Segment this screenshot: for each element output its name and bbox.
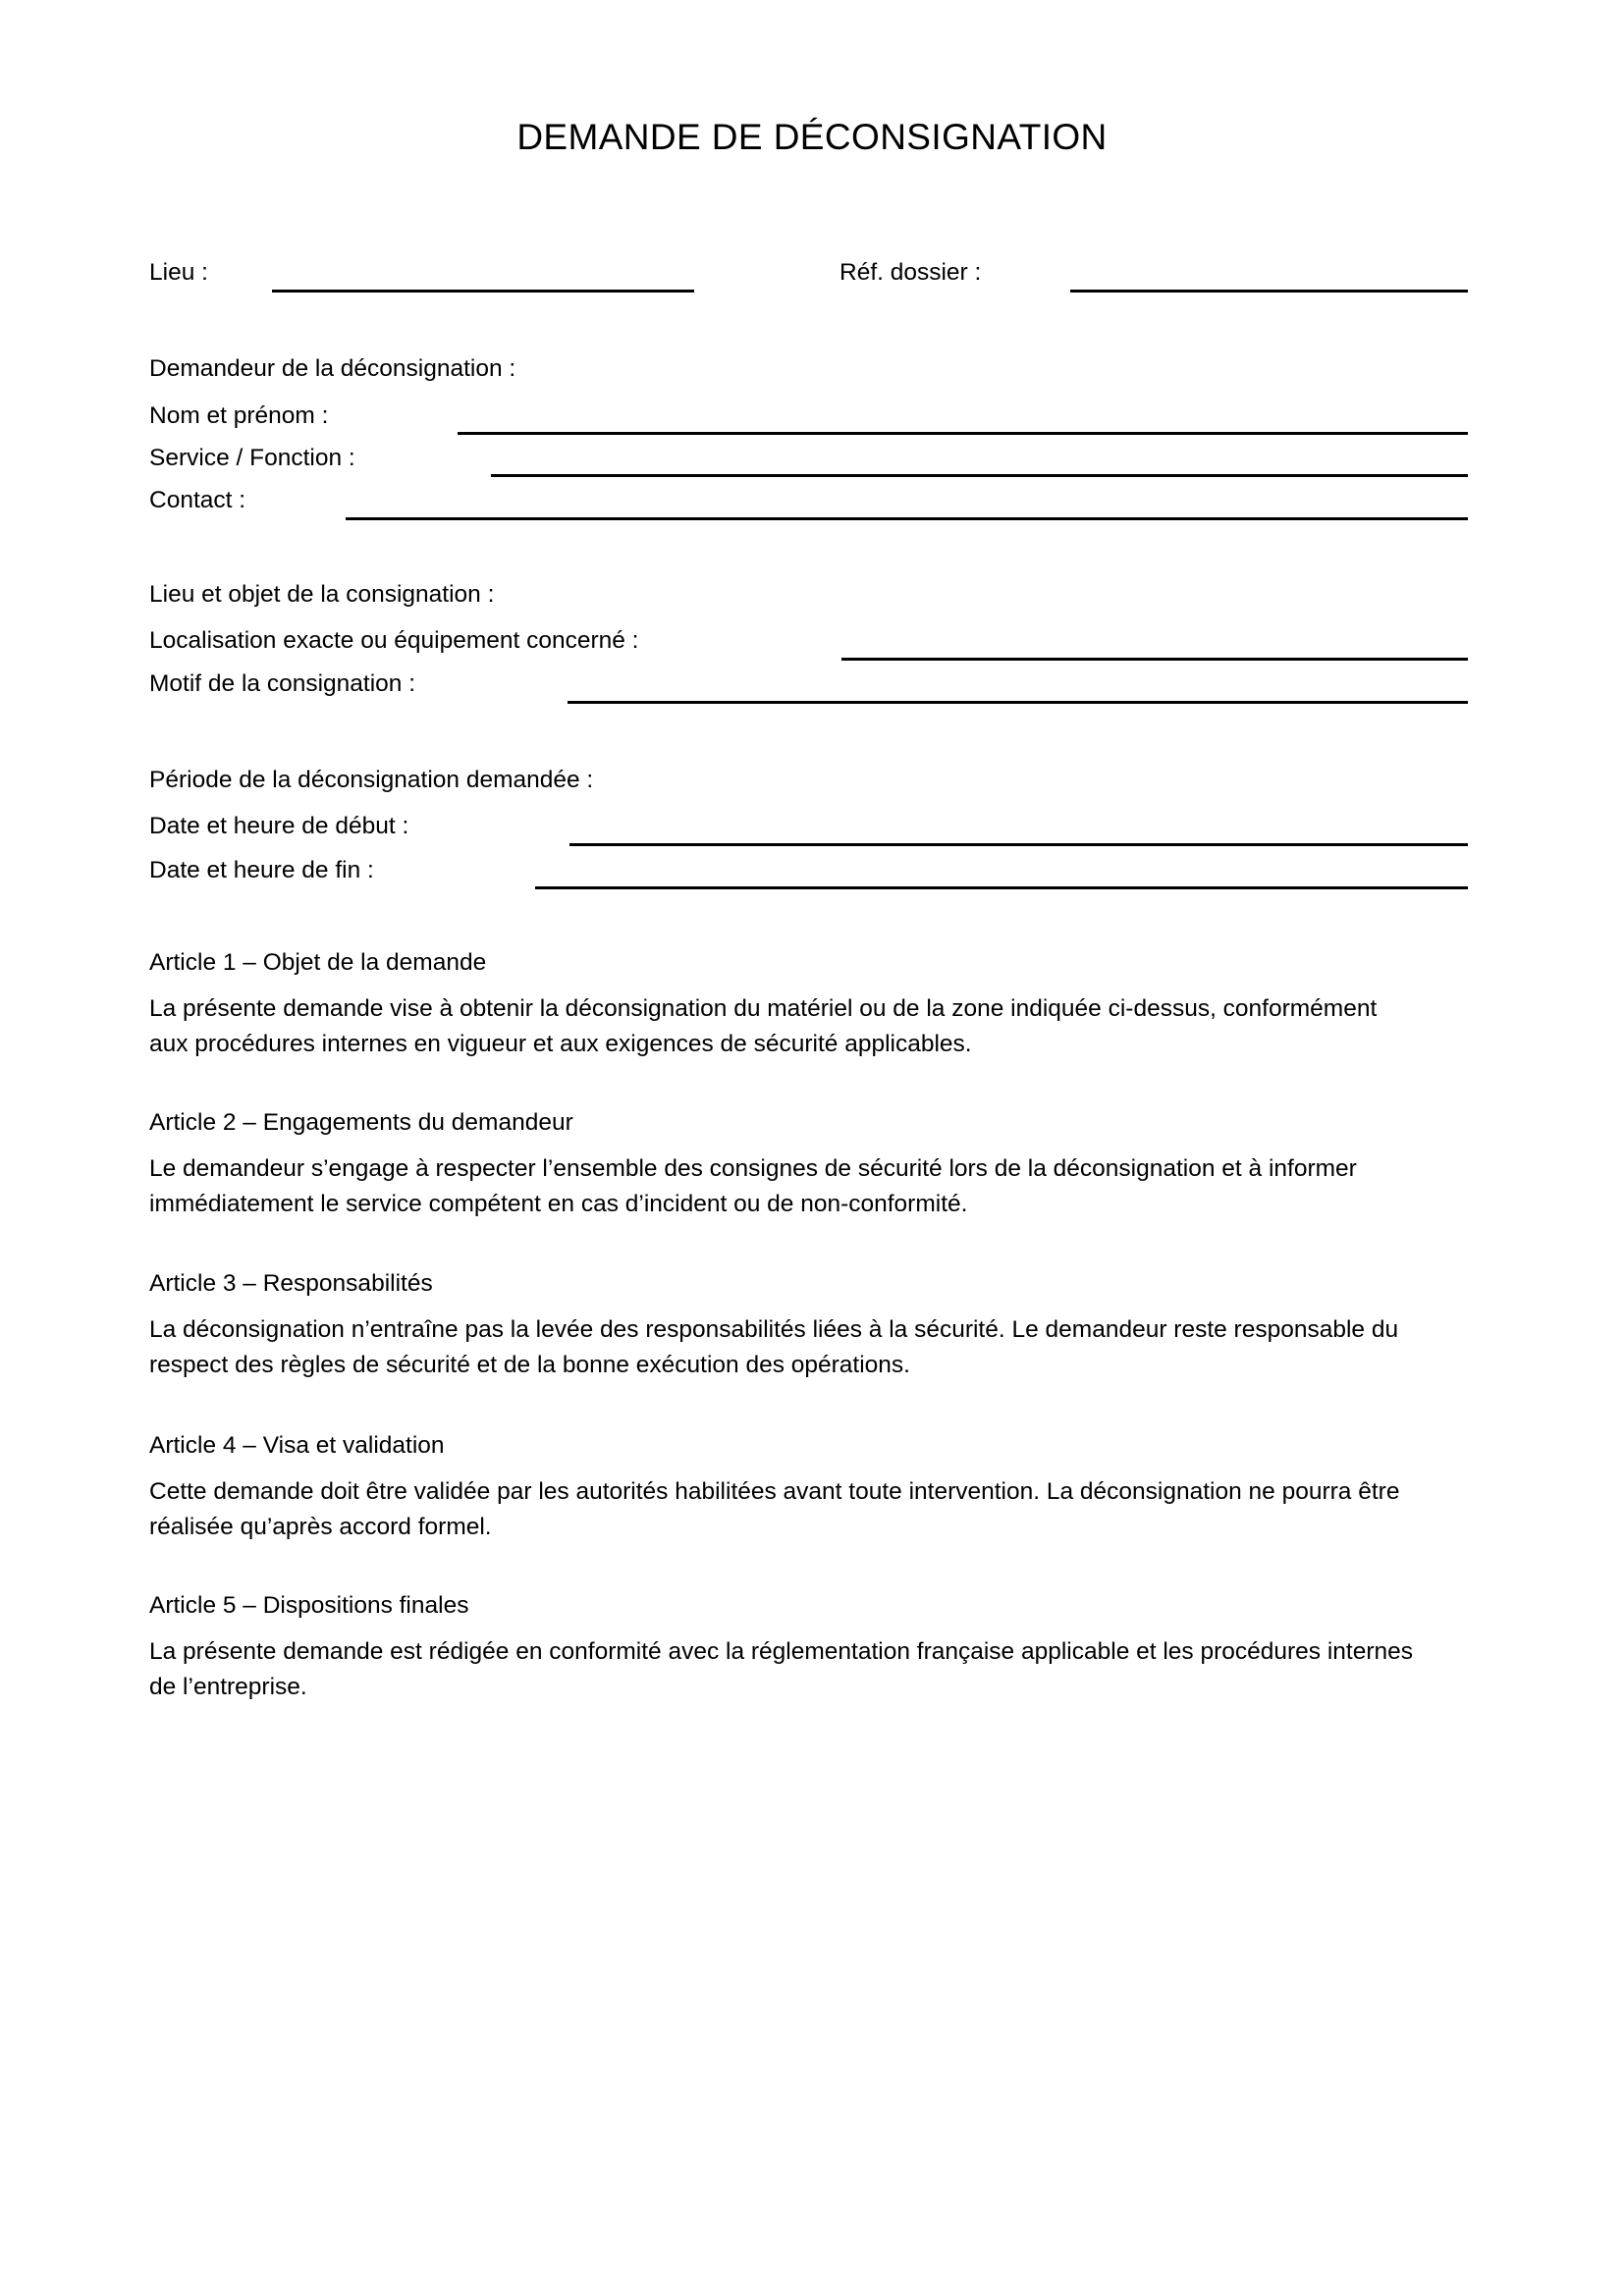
localisation-input-rule[interactable] — [841, 658, 1468, 661]
service-fonction-input-rule[interactable] — [491, 474, 1468, 477]
service-fonction-label: Service / Fonction : — [149, 445, 355, 471]
contact-label: Contact : — [149, 487, 246, 513]
article-3-body: La déconsignation n’entraîne pas la levée des responsabilités liées à la sécurité. Le demandeur reste responsable du respect des règles de sécurité et de la bonne exécution des opérations. — [149, 1316, 1399, 1378]
article-5-body: La présente demande est rédigée en conformité avec la réglementation française applicable et les procédures internes de l’entreprise. — [149, 1638, 1414, 1700]
date-fin-label: Date et heure de fin : — [149, 857, 374, 883]
article-1-heading: Article 1 – Objet de la demande — [149, 949, 487, 976]
article-2-heading: Article 2 – Engagements du demandeur — [149, 1109, 573, 1136]
article-5-heading: Article 5 – Dispositions finales — [149, 1592, 469, 1619]
motif-input-rule[interactable] — [568, 701, 1468, 704]
ref-dossier-label: Réf. dossier : — [839, 259, 982, 286]
article-4-heading: Article 4 – Visa et validation — [149, 1432, 445, 1459]
requester-section-heading: Demandeur de la déconsignation : — [149, 355, 516, 382]
motif-label: Motif de la consignation : — [149, 670, 416, 697]
article-1-body: La présente demande vise à obtenir la déconsignation du matériel ou de la zone indiquée ci-dessus, conformément aux procédures internes en vigueur et aux exigences de sécurité applicables. — [149, 995, 1378, 1057]
lieu-input-rule[interactable] — [272, 290, 694, 293]
lieu-label: Lieu : — [149, 259, 208, 286]
consignation-section-heading: Lieu et objet de la consignation : — [149, 581, 495, 608]
date-fin-input-rule[interactable] — [535, 886, 1468, 889]
period-section-heading: Période de la déconsignation demandée : — [149, 767, 594, 793]
ref-dossier-input-rule[interactable] — [1070, 290, 1468, 293]
date-debut-label: Date et heure de début : — [149, 813, 409, 839]
localisation-label: Localisation exacte ou équipement concerné : — [149, 627, 639, 654]
article-3-heading: Article 3 – Responsabilités — [149, 1270, 433, 1297]
nom-prenom-input-rule[interactable] — [458, 432, 1468, 435]
nom-prenom-label: Nom et prénom : — [149, 402, 329, 429]
page-title: DEMANDE DE DÉCONSIGNATION — [516, 117, 1108, 157]
contact-input-rule[interactable] — [346, 517, 1468, 520]
date-debut-input-rule[interactable] — [569, 843, 1468, 846]
article-4-body: Cette demande doit être validée par les autorités habilitées avant toute intervention. La déconsignation ne pourra être réalisée qu’après accord formel. — [149, 1478, 1400, 1540]
article-2-body: Le demandeur s’engage à respecter l’ensemble des consignes de sécurité lors de la déconsignation et à informer immédiatement le service compétent en cas d’incident ou de non-conformité. — [149, 1155, 1357, 1217]
